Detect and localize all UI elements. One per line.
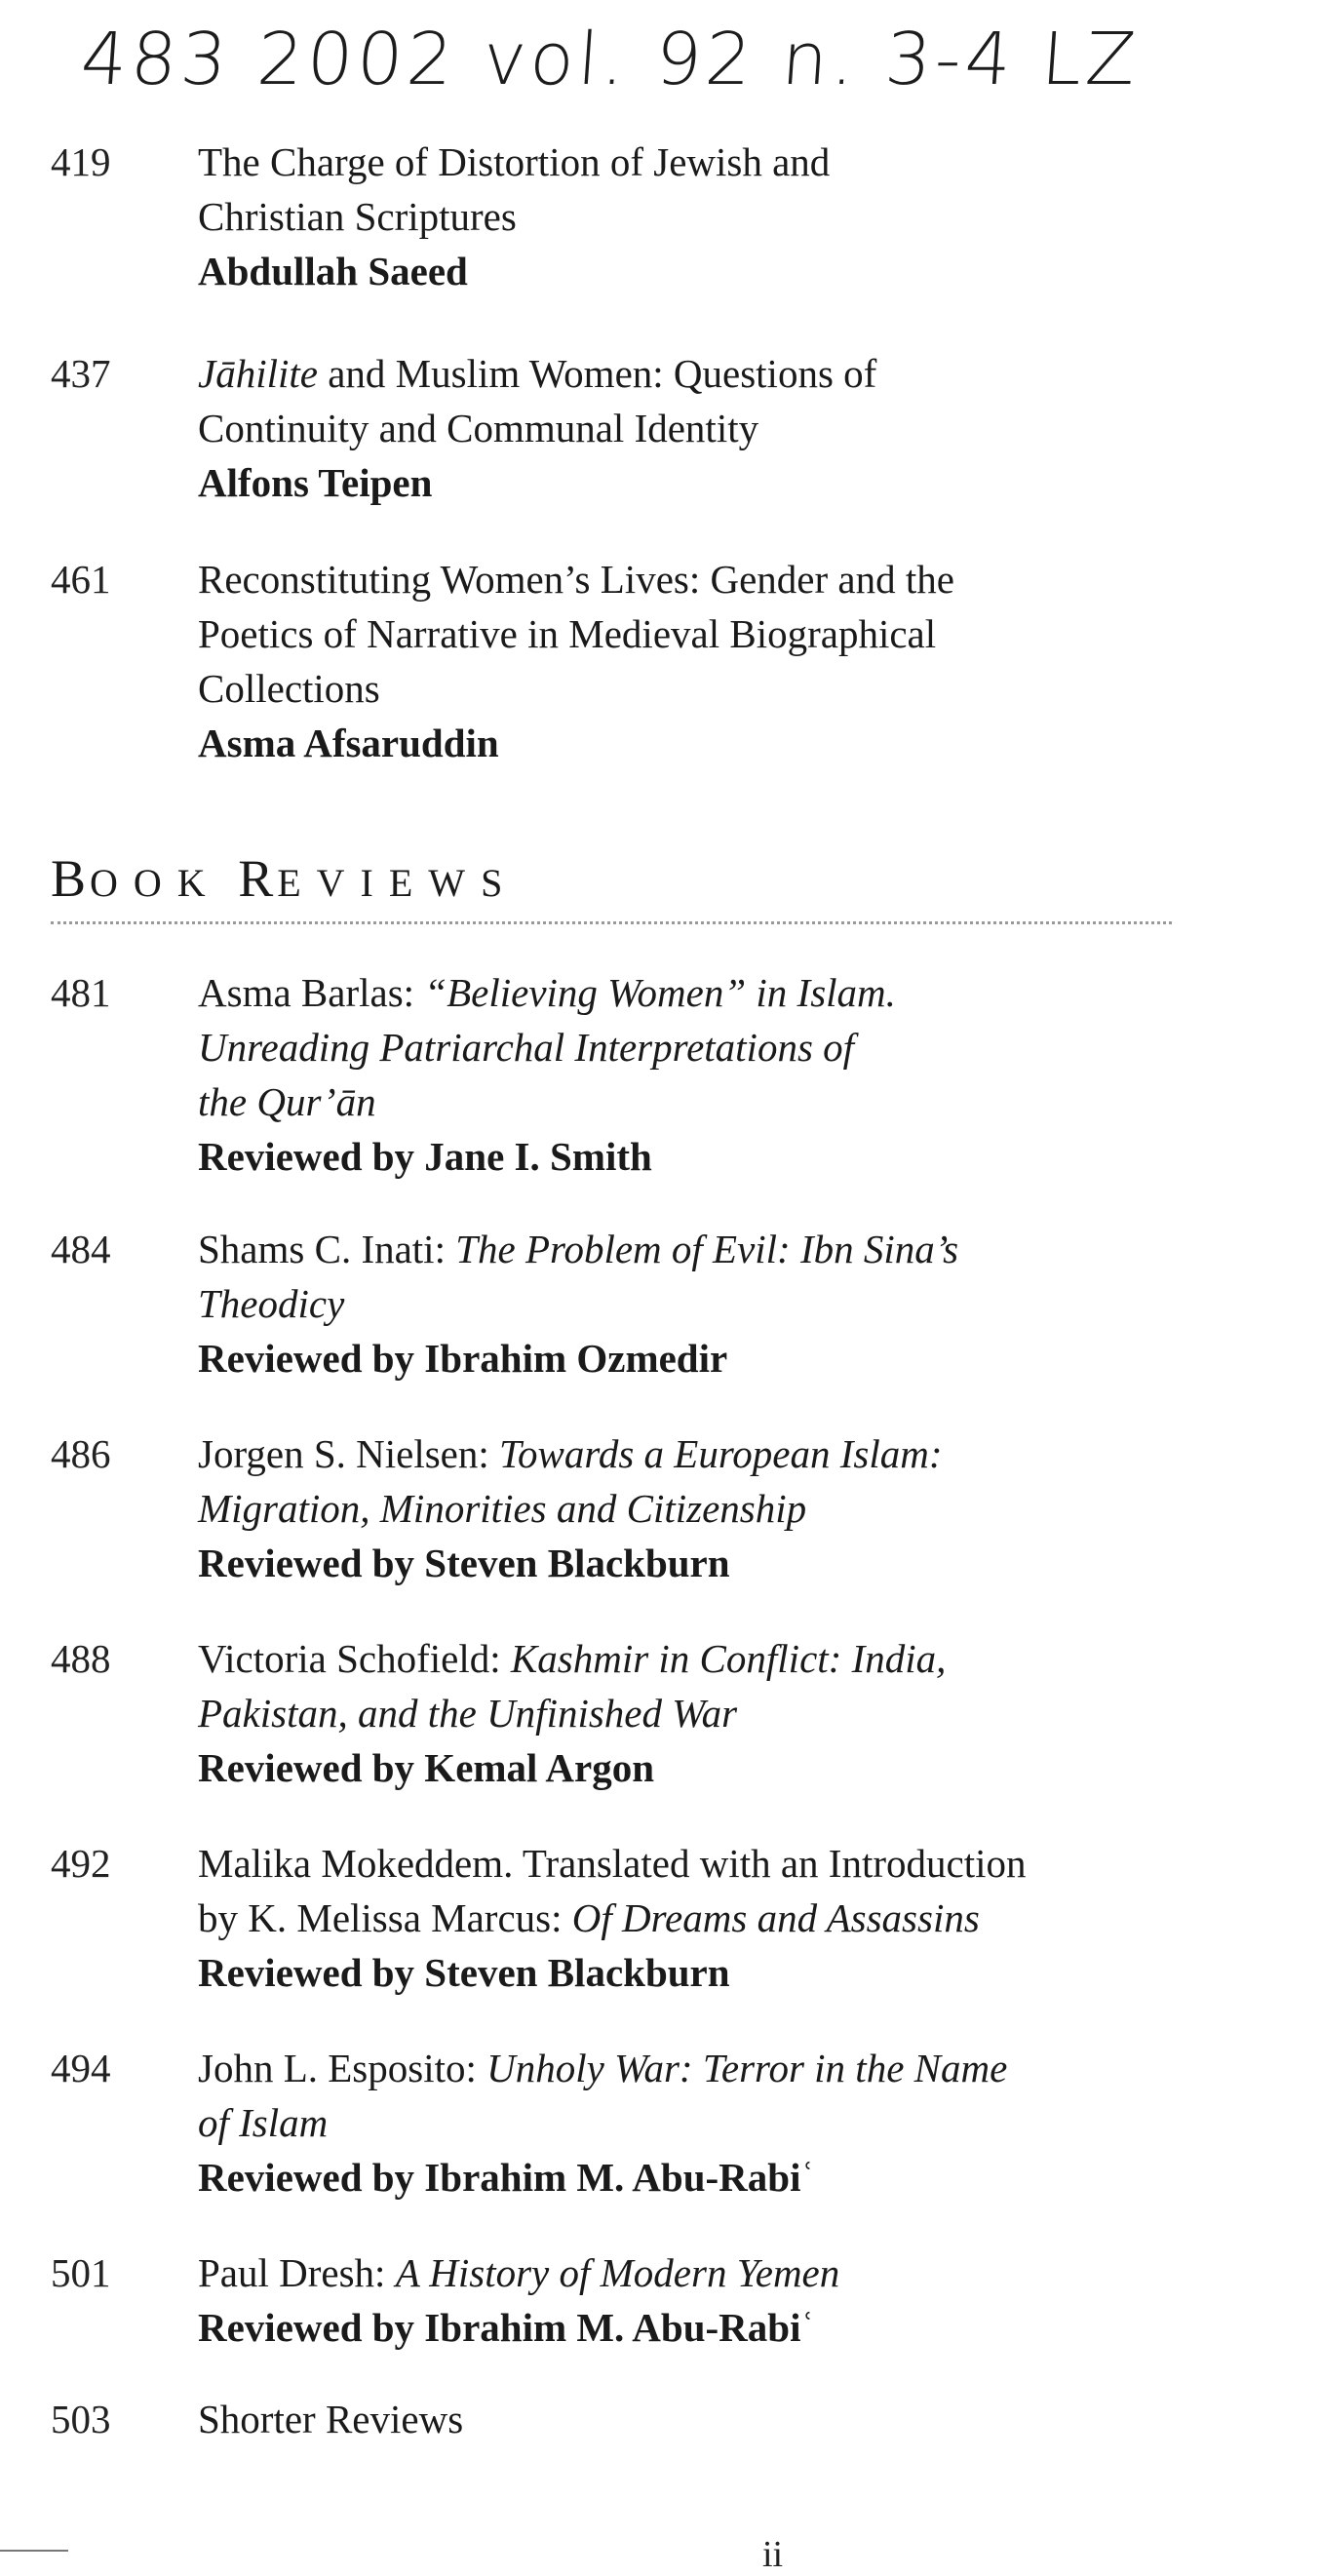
book-title-line: Unreading Patriarchal Interpretations of <box>198 1025 855 1070</box>
heading-smallcaps-eviews: EVIEWS <box>277 861 519 905</box>
heading-initial-r: R <box>238 849 278 908</box>
reviewer: Reviewed by Ibrahim M. Abu-Rabiʿ <box>198 2155 815 2200</box>
reviewer: Reviewed by Steven Blackburn <box>198 1950 730 1995</box>
entry-title-line <box>198 2041 1212 2095</box>
page-number: ii <box>762 2534 784 2575</box>
entry-text <box>198 135 1212 298</box>
entry-page-number: 492 <box>51 1841 111 1886</box>
entry-page-number: 501 <box>51 2250 111 2295</box>
scan-edge-line <box>0 2550 68 2552</box>
entry-page-number: 486 <box>51 1431 111 1476</box>
entry-title-line <box>198 346 1212 401</box>
book-author: John L. Esposito: <box>198 2046 487 2090</box>
entry-title-line <box>198 2245 1212 2300</box>
entry-title-line: Christian Scriptures <box>198 194 517 239</box>
entry-text <box>198 1222 1212 1386</box>
reviewer: Reviewed by Kemal Argon <box>198 1745 655 1790</box>
reviewer: Reviewed by Ibrahim M. Abu-Rabiʿ <box>198 2305 815 2350</box>
entry-text <box>198 1426 1212 1590</box>
entry-title-line <box>198 965 1212 1020</box>
entry-text <box>198 2041 1212 2205</box>
book-author: Jorgen S. Nielsen: <box>198 1431 500 1476</box>
entry-title-line: Reconstituting Women’s Lives: Gender and the <box>198 557 954 602</box>
book-title: The Problem of Evil: Ibn Sina’s <box>455 1227 959 1271</box>
entry-text <box>198 2245 1212 2355</box>
book-title-line: Pakistan, and the Unfinished War <box>198 1691 738 1736</box>
entry-title-line: Poetics of Narrative in Medieval Biographical <box>198 611 937 656</box>
entry-title-line: Continuity and Communal Identity <box>198 406 759 450</box>
entry-text <box>198 2392 1212 2446</box>
book-author: Asma Barlas: <box>198 970 425 1015</box>
book-title-line: Migration, Minorities and Citizenship <box>198 1486 807 1531</box>
entry-page-number: 461 <box>51 557 111 602</box>
book-reviews-heading <box>51 848 518 909</box>
entry-page-number: 419 <box>51 139 111 184</box>
entry-text <box>198 1836 1212 2000</box>
handwritten-shelf-note: 483 2002 vol. 92 n. 3-4 LZ <box>78 18 1143 101</box>
entry-title-italic: Jāhilite <box>198 351 318 396</box>
entry-page-number: 481 <box>51 970 111 1015</box>
book-title: A History of Modern Yemen <box>395 2250 840 2295</box>
entry-title-rest: and Muslim Women: Questions of <box>317 351 877 396</box>
entry-title-line <box>198 1891 1212 1945</box>
book-title-line: Theodicy <box>198 1281 345 1326</box>
book-title: Unholy War: Terror in the Name <box>486 2046 1008 2090</box>
book-author: Paul Dresh: <box>198 2250 396 2295</box>
entry-title-line <box>198 1426 1212 1481</box>
reviewer: Reviewed by Ibrahim Ozmedir <box>198 1336 728 1381</box>
entry-title-line: Shorter Reviews <box>198 2397 464 2441</box>
entry-title-line: Malika Mokeddem. Translated with an Introduction <box>198 1841 1027 1886</box>
entry-title-line <box>198 1222 1212 1276</box>
heading-initial-b: B <box>51 849 91 908</box>
book-title: Kashmir in Conflict: India, <box>510 1636 947 1681</box>
book-author: Victoria Schofield: <box>198 1636 511 1681</box>
entry-page-number: 488 <box>51 1636 111 1681</box>
entry-author: Asma Afsaruddin <box>198 721 499 765</box>
reviewer: Reviewed by Jane I. Smith <box>198 1134 652 1179</box>
entry-text <box>198 552 1212 770</box>
entry-author: Alfons Teipen <box>198 460 433 505</box>
book-title: “Believing Women” in Islam. <box>424 970 896 1015</box>
entry-page-number: 494 <box>51 2046 111 2090</box>
book-author: Shams C. Inati: <box>198 1227 456 1271</box>
reviewer: Reviewed by Steven Blackburn <box>198 1541 730 1585</box>
book-title-line: of Islam <box>198 2100 329 2145</box>
book-title-line: the Qur’ān <box>198 1079 376 1124</box>
entry-text <box>198 965 1212 1184</box>
entry-text <box>198 346 1212 510</box>
book-title: Towards a European Islam: <box>499 1431 943 1476</box>
entry-title-line: The Charge of Distortion of Jewish and <box>198 139 831 184</box>
entry-author: Abdullah Saeed <box>198 249 468 293</box>
entry-page-number: 503 <box>51 2397 111 2441</box>
section-divider <box>51 921 1172 924</box>
entry-title-line <box>198 1631 1212 1686</box>
heading-smallcaps-ook: OOK <box>90 861 221 905</box>
entry-page-number: 484 <box>51 1227 111 1271</box>
entry-text <box>198 1631 1212 1795</box>
book-title: Of Dreams and Assassins <box>571 1895 980 1940</box>
entry-page-number: 437 <box>51 351 111 396</box>
entry-title-line: Collections <box>198 666 380 711</box>
book-translator: by K. Melissa Marcus: <box>198 1895 572 1940</box>
